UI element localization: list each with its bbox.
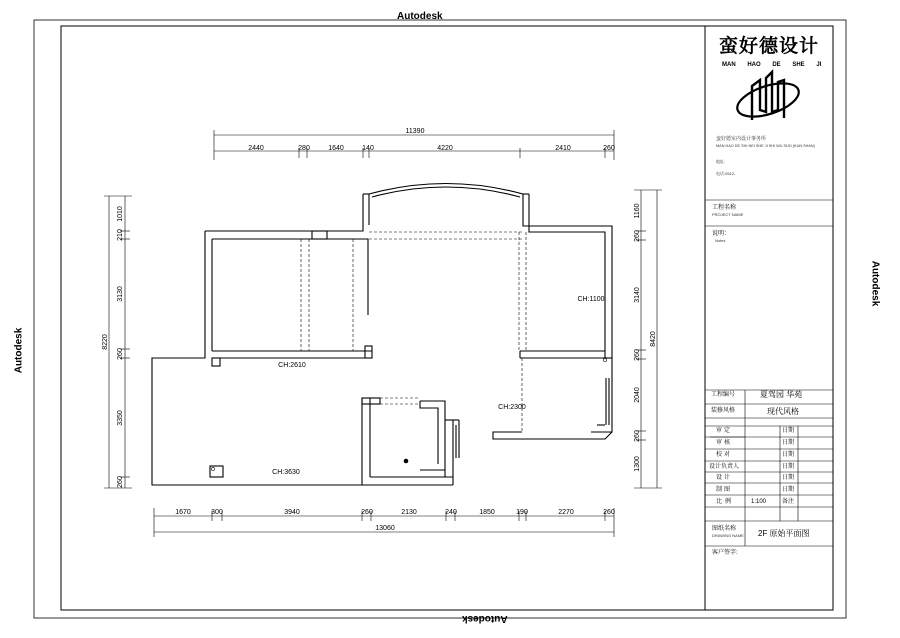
watermark-top: Autodesk [397,11,443,22]
room-label-ceiling-height: CH:2610 [278,362,306,369]
style-label: 装修风格 [711,408,736,414]
dim-bottom-5: 2130 [401,509,417,516]
dim-right-4: 260 [634,349,641,361]
notes-label-en: Notes [715,238,726,243]
company-logo [733,72,803,123]
notes-label: 说明： [712,231,731,237]
dim-bottom-8: 190 [516,509,528,516]
watermark-right: Autodesk [869,260,881,307]
drawing-name-label: 图纸名称 [712,526,737,532]
scale-value: 1:100 [751,499,767,505]
dim-top-4: 140 [362,145,374,152]
dim-bottom-2: 300 [211,509,223,516]
walls [152,184,612,486]
approval-row-date: 日期 [782,452,795,458]
approval-row-label: 设计负责人 [709,464,740,470]
approval-row-label: 制图 [716,487,733,493]
dim-top-1: 2440 [248,145,264,152]
approval-row-label: 审核 [716,440,733,446]
dim-left-4: 260 [117,348,124,360]
approval-row-date: 日期 [782,440,795,446]
dim-left-5: 3350 [117,410,124,426]
dim-bottom-1: 1670 [175,509,191,516]
project-name-label-en: PROJECT NAME [712,212,744,217]
dim-top-3: 1640 [328,145,344,152]
dim-top-total: 11390 [405,128,425,135]
dim-top-7: 260 [603,145,615,152]
project-number-label: 工程编号 [711,392,736,398]
pipe-icon [603,358,606,361]
drawing-name-label-en: DRAWING NAME [712,533,744,538]
approval-row-date: 日期 [782,428,795,434]
dim-right-6: 260 [634,430,641,442]
drawing-name-value: 2F 原始平面图 [758,529,810,538]
approval-row-date: 日期 [782,487,795,493]
style-value: 现代风格 [767,407,799,416]
dim-right-2: 260 [634,230,641,242]
dim-bottom-6: 240 [445,509,457,516]
dim-top-6: 2410 [555,145,571,152]
dim-right-3: 3140 [634,287,641,303]
opening-lines [301,232,526,432]
approval-row-label: 设计 [716,475,733,481]
approval-row-date: 日期 [782,475,795,481]
company-firm-en: MAN HAO DE SHI NEI SHE JI SHI WU SUO (KUN SHAN) [716,144,815,148]
dim-top-5: 4220 [437,145,453,152]
company-pinyin: MAN HAO DE SHE JI [722,62,822,68]
company-firm: 蛮好德室内设计事务所 [716,136,767,142]
dim-bottom-9: 2270 [558,509,574,516]
remark-label: 备注 [782,499,795,505]
approval-row-label: 审定 [716,428,733,434]
project-number-value: 夏驾园 华苑 [760,390,803,399]
dim-left-3: 3130 [117,286,124,302]
floor-drain-icon [404,459,409,464]
watermark-bottom: Autodesk [462,613,508,624]
watermark-left: Autodesk [13,327,25,374]
room-label-ceiling-height: CH:2300 [498,404,526,411]
dim-bottom-3: 3940 [284,509,300,516]
dim-top-2: 280 [298,145,310,152]
dim-right-7: 1300 [634,456,641,472]
dim-bottom-total: 13060 [375,525,395,532]
project-name-label: 工程名称 [712,205,737,211]
company-name: 蛮好德设计 [719,36,820,57]
room-label-ceiling-height: CH:1100 [577,296,605,303]
pipe-icon [211,467,214,470]
dim-bottom-4: 260 [361,509,373,516]
dim-right-1: 1160 [634,203,641,219]
company-phone: 电话:0512- [716,171,736,176]
dim-right-5: 2040 [634,387,641,403]
dim-bottom-10: 260 [603,509,615,516]
dim-left-6: 260 [117,476,124,488]
scale-label: 比例 [716,499,735,505]
approval-row-date: 日期 [782,464,795,470]
title-block-grid [705,200,833,546]
company-address: 地址: [716,159,726,164]
room-label-ceiling-height: CH:3630 [272,469,300,476]
dim-left-1: 1010 [117,206,124,222]
dim-bottom-7: 1850 [479,509,495,516]
approval-row-label: 校对 [716,452,733,458]
client-sign-label: 客户签字: [712,550,738,556]
dim-left-total: 8220 [102,334,109,350]
dim-right-total: 8420 [650,331,657,347]
dim-left-2: 210 [117,229,124,241]
